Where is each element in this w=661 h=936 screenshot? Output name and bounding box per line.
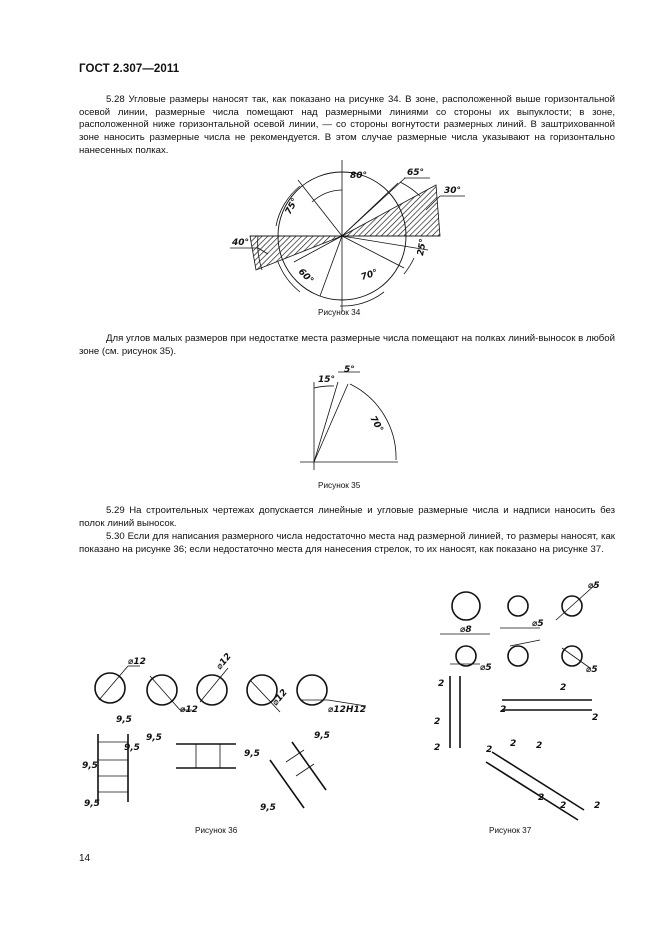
fig37-label-2: 2 bbox=[438, 679, 445, 689]
fig34-label-80: 80° bbox=[350, 171, 368, 181]
fig34-label-30: 30° bbox=[444, 186, 462, 196]
fig35-label-5: 5° bbox=[344, 365, 355, 375]
fig36-label-d12-a: ⌀12 bbox=[128, 657, 146, 667]
svg-text:9,5: 9,5 bbox=[244, 749, 260, 759]
svg-text:9,5: 9,5 bbox=[146, 733, 162, 743]
svg-text:9,5: 9,5 bbox=[84, 799, 100, 809]
paragraph-small-angles-text: Для углов малых размеров при недостатке места размерные числа помещают на полках линий-выносок в любой зоне (см. рисунок 35). bbox=[79, 333, 615, 357]
svg-text:2: 2 bbox=[594, 801, 601, 811]
fig34-label-40: 40° bbox=[232, 238, 250, 248]
fig34-label-25: 25° bbox=[416, 238, 429, 257]
fig37-label-d5-c: ⌀5 bbox=[480, 663, 492, 673]
svg-text:2: 2 bbox=[592, 713, 599, 723]
fig34-label-75: 75° bbox=[283, 196, 301, 217]
svg-text:9,5: 9,5 bbox=[82, 761, 98, 771]
figure-34-caption: Рисунок 34 bbox=[318, 308, 361, 317]
fig35-label-15: 15° bbox=[318, 375, 336, 385]
svg-text:2: 2 bbox=[560, 801, 567, 811]
svg-text:2: 2 bbox=[536, 741, 543, 751]
fig34-label-60: 60° bbox=[295, 267, 315, 287]
fig36-label-d12h12: ⌀12H12 bbox=[328, 705, 366, 715]
page-number: 14 bbox=[79, 853, 91, 864]
fig34-label-70: 70° bbox=[359, 268, 380, 283]
svg-text:2: 2 bbox=[560, 683, 567, 693]
fig34-label-65: 65° bbox=[407, 168, 425, 178]
svg-text:2: 2 bbox=[538, 793, 545, 803]
document-header: ГОСТ 2.307—2011 bbox=[79, 63, 180, 75]
svg-text:2: 2 bbox=[500, 705, 507, 715]
svg-text:9,5: 9,5 bbox=[260, 803, 276, 813]
fig37-label-d5: ⌀5 bbox=[588, 581, 600, 591]
figure-35-caption: Рисунок 35 bbox=[318, 481, 361, 490]
svg-text:2: 2 bbox=[434, 717, 441, 727]
paragraph-5-29-text: 5.29 На строительных чертежах допускается линейные и угловые размерные числа и надписи наносить без полок линий выносок. bbox=[79, 505, 615, 529]
svg-text:9,5: 9,5 bbox=[314, 731, 330, 741]
svg-text:2: 2 bbox=[486, 745, 493, 755]
fig37-label-d8: ⌀8 bbox=[460, 625, 472, 635]
svg-text:9,5: 9,5 bbox=[124, 743, 140, 753]
fig36-label-d12-d: ⌀12 bbox=[270, 687, 290, 708]
fig36-label-d12-b: ⌀12 bbox=[180, 705, 198, 715]
paragraph-5-30-text: 5.30 Если для написания размерного числа недостаточно места над размерной линией, то размеры наносят, как показано на рисунке 36; если недостаточно места для нанесения стрелок, то их наносят, как показано на рисунке 37. bbox=[79, 531, 615, 555]
fig35-label-70: 70° bbox=[367, 414, 385, 435]
figure-37-caption: Рисунок 37 bbox=[489, 826, 532, 835]
fig36-label-9-5: 9,5 bbox=[116, 715, 132, 725]
svg-text:2: 2 bbox=[510, 739, 517, 749]
fig37-label-d5-b: ⌀5 bbox=[532, 619, 544, 629]
fig36-label-d12-c: ⌀12 bbox=[214, 651, 234, 672]
svg-text:2: 2 bbox=[434, 743, 441, 753]
paragraph-5-28-text: 5.28 Угловые размеры наносят так, как показано на рисунке 34. В зоне, расположенной выше горизонтальной осевой линии, размерные числа помещают над размерными линиями со стороны их выпуклости; в зоне, расположенной ниже горизонтальной осевой линии, — со стороны вогнутости размерных линий. В заштрихованной зоне наносить размерные числа не рекомендуется. В этом случае размерные числа указывают на горизонтально нанесенных полках. bbox=[79, 94, 615, 156]
fig37-label-d5-d: ⌀5 bbox=[586, 665, 598, 675]
figure-36-caption: Рисунок 36 bbox=[195, 826, 238, 835]
